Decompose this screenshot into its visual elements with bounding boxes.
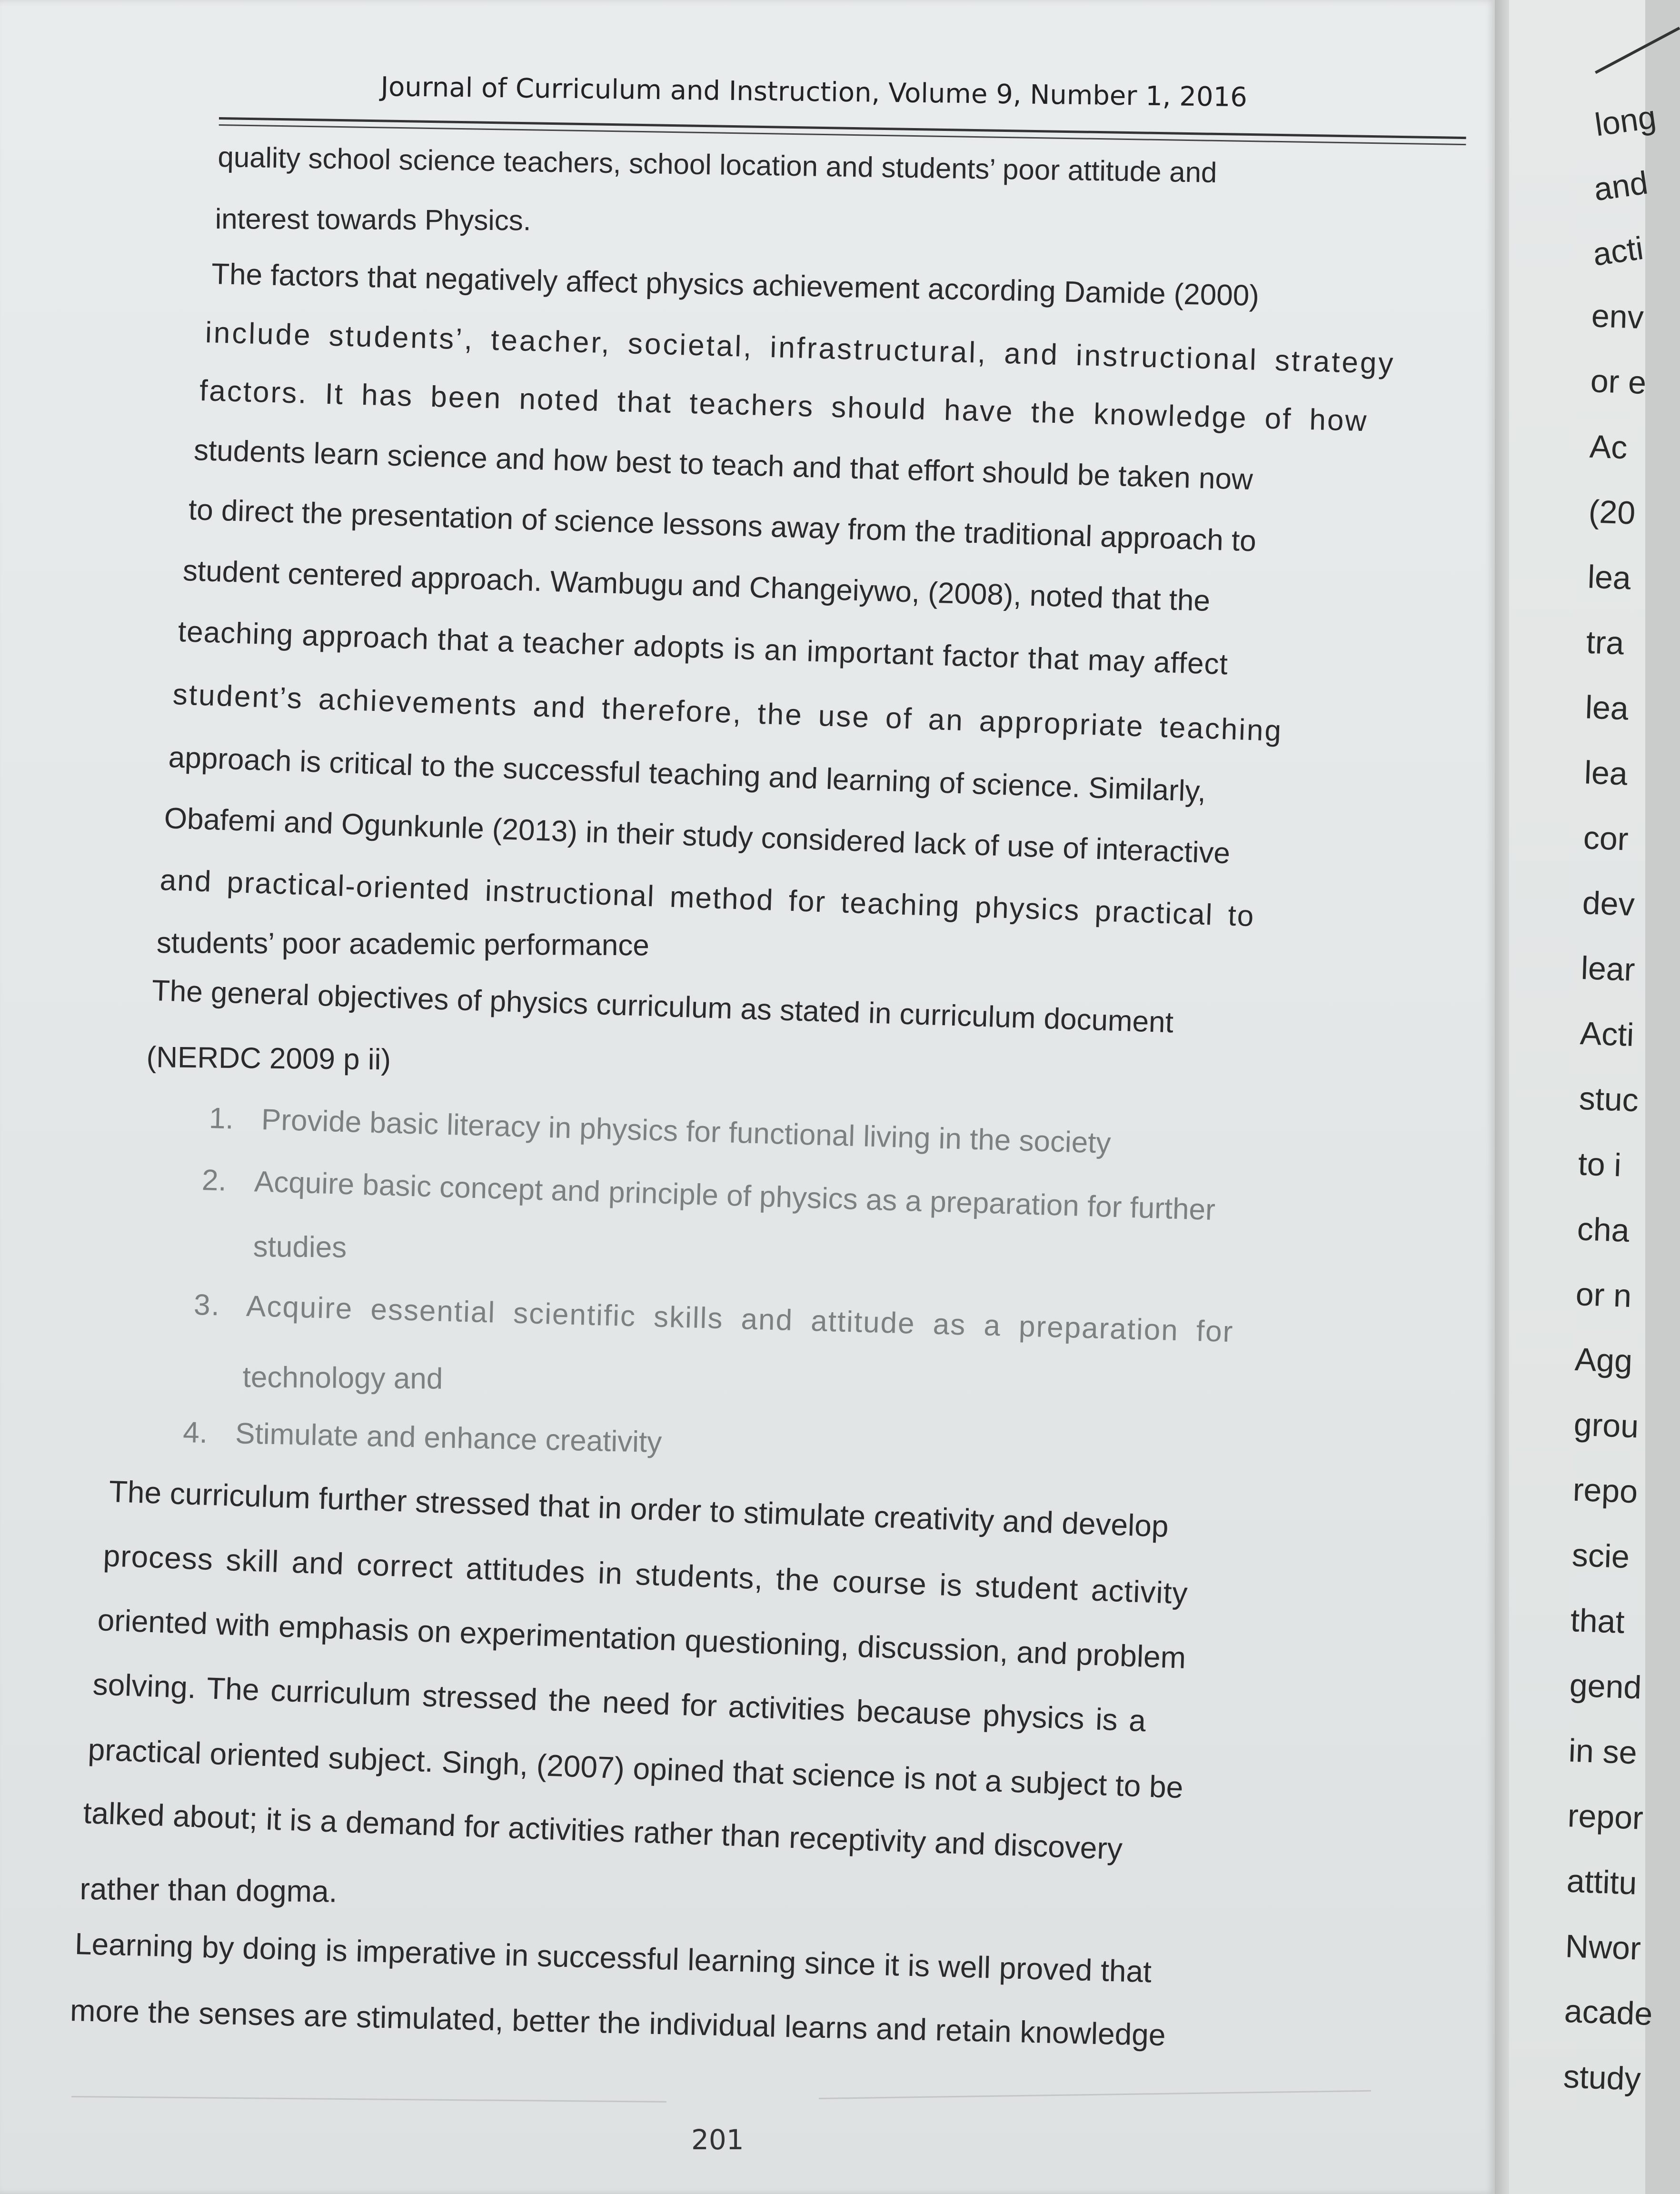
facing-page-fragment: (20	[1588, 493, 1636, 531]
facing-page-fragment: dev	[1581, 885, 1635, 923]
facing-page-fragment: repo	[1572, 1471, 1639, 1510]
paragraph-2-line: The factors that negatively affect physics achievement according Damide (2000)	[211, 258, 1260, 313]
footer-rule-left	[71, 2096, 666, 2103]
header-rule	[219, 117, 1466, 145]
facing-page-fragment: gend	[1569, 1667, 1642, 1706]
facing-page-fragment: tra	[1586, 624, 1625, 662]
facing-page-fragment: long	[1592, 99, 1659, 143]
paragraph-2-line: approach is critical to the successful teaching and learning of science. Similarly,	[168, 741, 1207, 808]
facing-page-fragment: Acti	[1579, 1015, 1635, 1053]
facing-page-fragment: lear	[1581, 950, 1636, 988]
facing-page	[1509, 0, 1659, 2194]
paragraph-3-line: (NERDC 2009 p ii)	[146, 1041, 391, 1077]
objective-number: 1.	[209, 1102, 234, 1136]
paragraph-5-line: Learning by doing is imperative in successful learning since it is well proved that	[74, 1926, 1152, 1989]
objective-number: 3.	[193, 1288, 221, 1322]
paragraph-2-line: Obafemi and Ogunkunle (2013) in their study considered lack of use of interactive	[163, 802, 1231, 870]
objective-text: Provide basic literacy in physics for functional living in the society	[261, 1103, 1112, 1160]
paragraph-5-line: more the senses are stimulated, better the individual learns and retain knowledge	[70, 1993, 1166, 2053]
book-gutter	[1495, 0, 1509, 2194]
objective-item-1	[209, 1104, 1111, 1158]
objective-item-2	[201, 1166, 1215, 1225]
paragraph-3-line: The general objectives of physics curriculum as stated in curriculum document	[151, 974, 1174, 1039]
paragraph-2-line: to direct the presentation of science lessons away from the traditional approach to	[188, 493, 1257, 558]
facing-page-fragment: lea	[1587, 558, 1631, 597]
paragraph-4-line: rather than dogma.	[80, 1872, 338, 1909]
paragraph-2-line: and practical-oriented instructional method for teaching physics practical to	[159, 864, 1255, 933]
facing-page-fragment: cha	[1576, 1211, 1630, 1249]
paragraph-2-line: students learn science and how best to teach and that effort should be taken now	[193, 434, 1253, 497]
objective-text: Acquire basic concept and principle of physics as a preparation for further	[254, 1165, 1216, 1227]
facing-page-fragment: stuc	[1578, 1080, 1640, 1119]
facing-page-fragment: Nwor	[1565, 1928, 1642, 1967]
paragraph-4-line: The curriculum further stressed that in order to stimulate creativity and develop	[108, 1474, 1169, 1544]
paragraph-2-line: teaching approach that a teacher adopts is an important factor that may affect	[177, 615, 1229, 681]
paragraph-2-line: factors. It has been noted that teachers should have the knowledge of how	[199, 374, 1369, 438]
facing-page-fragment: cor	[1582, 819, 1629, 858]
facing-page-fragment: repor	[1567, 1797, 1644, 1836]
facing-page-fragment: acti	[1590, 230, 1646, 273]
page-number: 201	[691, 2124, 744, 2156]
objective-text: Acquire essential scientific skills and attitude as a preparation for	[246, 1289, 1234, 1349]
paragraph-4-line: oriented with emphasis on experimentation questioning, discussion, and problem	[97, 1603, 1187, 1675]
facing-page-fragment: env	[1591, 298, 1645, 336]
facing-page-fragment: grou	[1573, 1406, 1640, 1445]
facing-page-fragment: in se	[1568, 1732, 1638, 1771]
facing-page-fragment: attitu	[1566, 1863, 1638, 1902]
facing-page-header-rule	[1595, 27, 1680, 74]
facing-page-fragment: lea	[1583, 754, 1629, 792]
facing-page-fragment: acade	[1563, 1993, 1653, 2033]
objective-number: 2.	[201, 1164, 227, 1197]
objective-continuation: technology and	[242, 1361, 443, 1396]
facing-page-fragment: scie	[1571, 1536, 1630, 1576]
paragraph-1-line: quality school science teachers, school location and students’ poor attitude and	[218, 141, 1217, 189]
facing-page-fragment: Ac	[1589, 428, 1628, 466]
footer-rule-right	[819, 2090, 1371, 2099]
paragraph-4-line: practical oriented subject. Singh, (2007) opined that science is not a subject to be	[87, 1732, 1184, 1805]
objective-text: Stimulate and enhance creativity	[235, 1417, 662, 1459]
journal-header: Journal of Curriculum and Instruction, Volume 9, Number 1, 2016	[380, 71, 1248, 113]
paragraph-2-line: include students’, teacher, societal, infrastructural, and instructional strategy	[205, 316, 1396, 380]
paragraph-4-line: process skill and correct attitudes in students, the course is student activity	[102, 1538, 1189, 1611]
paragraph-2-line: student’s achievements and therefore, the use of an appropriate teaching	[172, 678, 1283, 748]
facing-page-fragment: lea	[1584, 689, 1630, 727]
objective-continuation: studies	[253, 1230, 347, 1264]
facing-page-fragment: or n	[1575, 1276, 1632, 1315]
facing-page-fragment: or e	[1590, 362, 1647, 401]
objective-item-3	[193, 1290, 1234, 1347]
paragraph-4-line: solving. The curriculum stressed the need for activities because physics is a	[92, 1667, 1147, 1738]
objective-item-4	[183, 1418, 662, 1457]
facing-page-fragment: study	[1562, 2058, 1641, 2097]
facing-page-fragment: to i	[1577, 1146, 1622, 1184]
facing-page-fragment: Agg	[1574, 1341, 1633, 1380]
paragraph-2-line: students’ poor academic performance	[156, 927, 650, 962]
paragraph-4-line: talked about; it is a demand for activities rather than receptivity and discovery	[82, 1795, 1123, 1866]
facing-page-fragment: and	[1591, 164, 1650, 208]
paragraph-1-line: interest towards Physics.	[215, 203, 531, 237]
facing-page-fragment: that	[1570, 1602, 1626, 1640]
objective-number: 4.	[182, 1416, 208, 1450]
paragraph-2-line: student centered approach. Wambugu and Changeiywo, (2008), noted that the	[182, 554, 1211, 618]
